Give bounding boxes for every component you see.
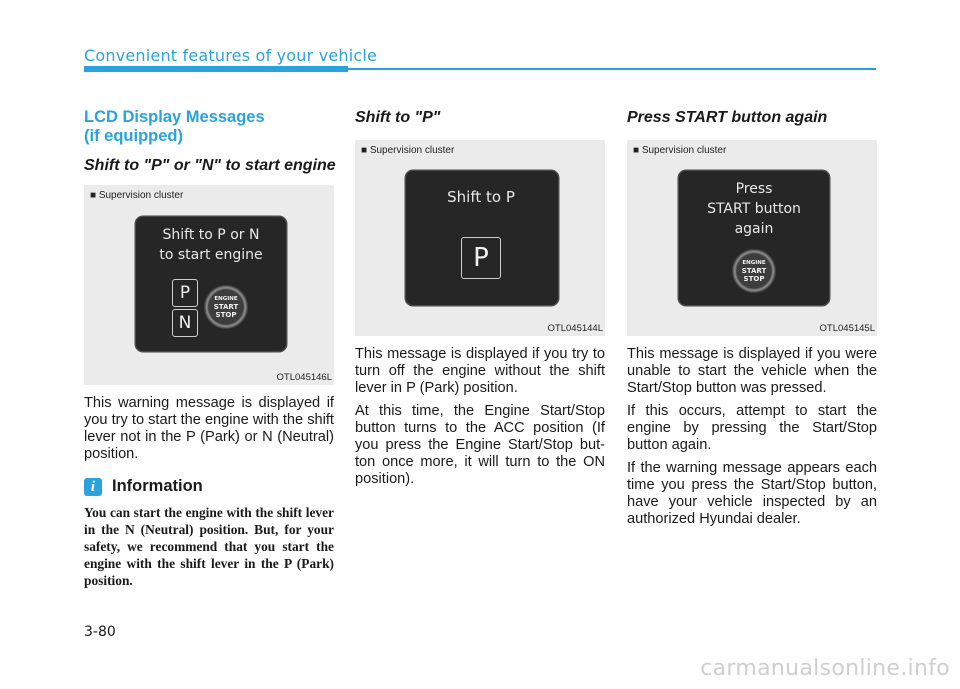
paragraph: This warning message is displayed if you try to start the engine with the shift lever not in the P (Park) or N (Neutral) position.	[84, 395, 334, 462]
screen-line-2: to start engine	[159, 247, 263, 263]
screen-line-1: Shift to P or N	[162, 227, 260, 243]
engine-start-stop-icon	[204, 285, 248, 329]
screen-line-3: again	[734, 221, 774, 237]
paragraph-1: This message is displayed if you try to turn off the engine without the shift lever in P (Park) position.	[355, 346, 605, 396]
column-2	[355, 108, 605, 488]
paragraph-3: If the warning message appears each time you press the Start/Stop button, have your vehicle inspected by an authorized Hyundai dealer.	[627, 460, 877, 527]
cluster-screen	[679, 171, 829, 305]
column-1	[84, 108, 334, 589]
paragraph-2: At this time, the Engine Start/Stop button turns to the ACC position (If you press the Engine Start/Stop but-ton once more, it will turn to the ON position).	[355, 403, 605, 487]
information-icon: i	[84, 478, 102, 496]
information-text: You can start the engine with the shift lever in the N (Neutral) position. But, for your safety, we recommend that you start the engine with the shift lever in the P (Park) position.	[84, 505, 334, 588]
figure-code: OTL045145L	[819, 323, 875, 334]
information-title: Information	[112, 477, 203, 495]
header-title: Convenient features of your vehicle	[84, 46, 378, 65]
figure-caption: ■ Supervision cluster	[361, 145, 455, 156]
gear-n-icon: N	[172, 309, 198, 337]
subtitle-press-start-again: Press START button again	[627, 109, 828, 126]
subtitle-shift-p-or-n: Shift to "P" or "N" to start engine	[84, 157, 336, 174]
header-accent-bar	[84, 66, 348, 72]
figure-caption: ■ Supervision cluster	[90, 190, 184, 201]
paragraph-2: If this occurs, attempt to start the engine by pressing the Start/Stop button again.	[627, 403, 877, 453]
page-number: 3-80	[84, 624, 116, 640]
button-label-engine: ENGINE	[214, 296, 238, 302]
screen-line-1: Press	[735, 181, 773, 197]
cluster-screen	[136, 217, 286, 351]
cluster-screen	[406, 171, 558, 305]
section-title: LCD Display Messages (if equipped)	[84, 108, 265, 145]
figure-caption: ■ Supervision cluster	[633, 145, 727, 156]
figure-press-start-again	[627, 140, 877, 336]
watermark: carmanualsonline.info	[700, 656, 950, 681]
paragraph-1: This message is displayed if you were unable to start the vehicle when the Start/Stop button was pressed.	[627, 346, 877, 396]
button-label-stop: STOP	[743, 275, 765, 283]
button-label-engine: ENGINE	[742, 260, 766, 266]
button-label-start: START	[741, 267, 767, 275]
figure-code: OTL045144L	[547, 323, 603, 334]
button-label-start: START	[213, 303, 239, 311]
gear-p-icon: P	[461, 237, 501, 279]
header-rule	[348, 68, 876, 70]
screen-line-2: START button	[707, 201, 801, 217]
figure-shift-p-or-n	[84, 185, 334, 385]
gear-p-icon: P	[172, 279, 198, 307]
engine-start-stop-icon	[732, 249, 776, 293]
column-3	[627, 108, 877, 528]
information-header	[84, 477, 334, 496]
subtitle-shift-to-p: Shift to "P"	[355, 109, 441, 126]
figure-code: OTL045146L	[276, 372, 332, 383]
figure-shift-to-p	[355, 140, 605, 336]
screen-line-1: Shift to P	[447, 188, 515, 206]
button-label-stop: STOP	[215, 311, 237, 319]
